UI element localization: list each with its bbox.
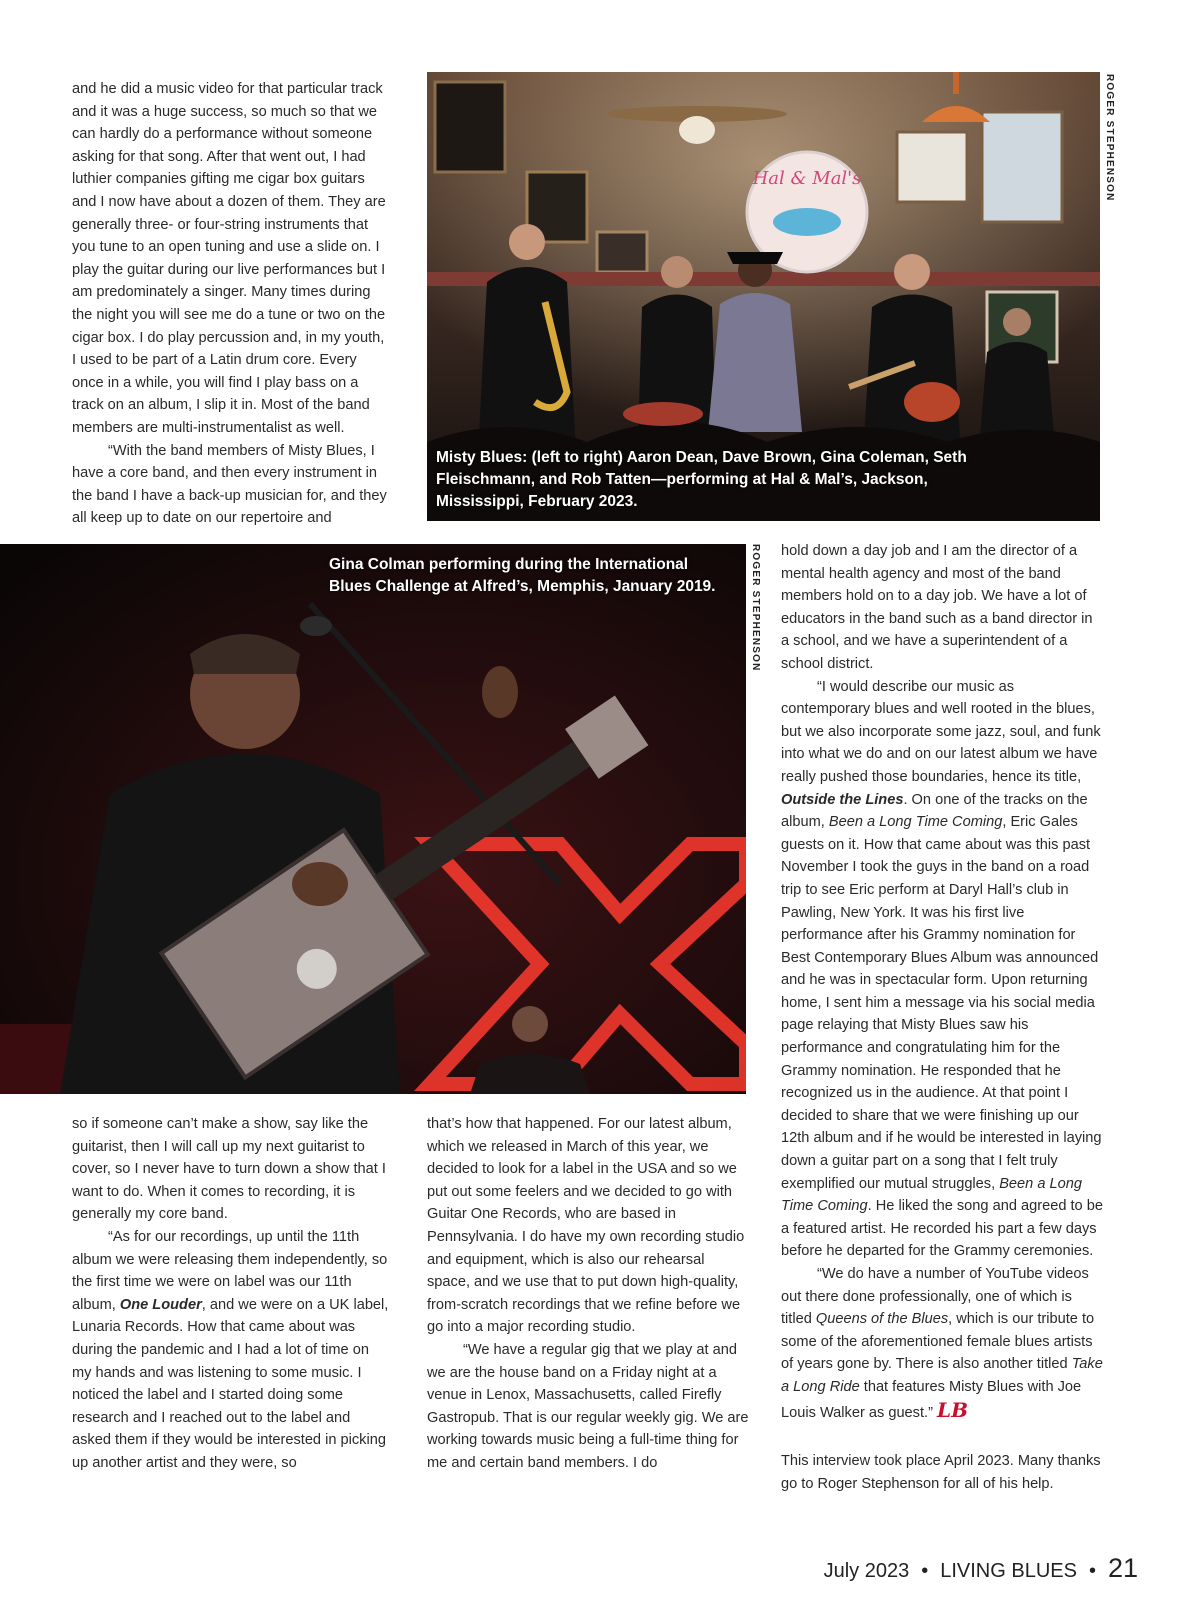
gina-photo-caption: Gina Colman performing during the International Blues Challenge at Alfred’s, Memphis, January 2019. — [329, 556, 716, 595]
text-span: . On one of the tracks on the album, — [781, 791, 1088, 831]
text-span: “We do have a number of YouTube videos out there done professionally, one of which is titled — [781, 1266, 1089, 1328]
column-1-top — [72, 78, 392, 530]
bullet: • — [921, 1560, 929, 1582]
paragraph — [781, 676, 1103, 1263]
column-2-bottom — [427, 1113, 749, 1475]
text-span: “I would describe our music as contemporary blues and well rooted in the blues, but we also incorporate some jazz, soul, and funk into what we do and on our latest album we have really pushed those boundaries, hence its title, — [781, 678, 1101, 785]
issue-date: July 2023 — [823, 1560, 910, 1582]
band-photo-caption: Misty Blues: (left to right) Aaron Dean, Dave Brown, Gina Coleman, Seth Fleischmann, and Rob Tatten—performing at Hal & Mal’s, Jackson, Mississippi, February 2023. — [436, 449, 967, 510]
paragraph: hold down a day job and I am the director of a mental health agency and most of the band members hold on to a day job. We have a lot of educators in the band such as a band director in a school, and we have a superintendent of a school district. — [781, 543, 1093, 672]
page-number: 21 — [1107, 1553, 1138, 1583]
gina-photo — [0, 544, 746, 1094]
paragraph: “With the band members of Misty Blues, I have a core band, and then every instrument in the band I have a back-up musician for, and they all keep up to date on our repertoire and — [72, 442, 387, 527]
living-blues-signoff-logo: LB — [937, 1397, 968, 1422]
album-title-outside-the-lines: Outside the Lines — [781, 791, 904, 808]
paragraph: that’s how that happened. For our latest album, which we released in March of this year, we decided to look for a label in the USA and so we put out some feelers and we decided to go with Guitar One Records, who are based in Pennsylvania. I do have my own recording studio and equipment, which is also our rehearsal space, and we use that to put down high-quality, from-scratch recordings that we refine before we go into a major recording studio. — [427, 1116, 745, 1336]
band-photo — [427, 72, 1100, 521]
video-title: Take a Long Ride — [781, 1356, 1103, 1395]
bullet: • — [1088, 1560, 1096, 1582]
paragraph: so if someone can’t make a show, say like the guitarist, then I will call up my next guitarist to cover, so I never have to turn down a show that I want to do. When it comes to recording, it is generally my core band. — [72, 1116, 386, 1223]
column-1-bottom — [72, 1113, 392, 1475]
text-span: “As for our recordings, up until the 11th album we were releasing them independently, so the first time we were on label was our 11th album, — [72, 1228, 388, 1313]
page-footer — [824, 1553, 1138, 1584]
paragraph: “We have a regular gig that we play at and we are the house band on a Friday night at a venue in Lenox, Massachusetts, called Firefly Gastropub. That is our regular weekly gig. We are working towards music being a full-time thing for me and certain band members. I do — [427, 1341, 749, 1471]
hal-and-mals-sign: Hal & Mal's — [752, 168, 862, 189]
interview-note: This interview took place April 2023. Many thanks go to Roger Stephenson for all of his help. — [781, 1453, 1101, 1492]
paragraph — [781, 1263, 1103, 1424]
paragraph: and he did a music video for that particular track and it was a huge success, so much so that we can hardly do a performance without someone asking for that song. After that went out, I had luthier companies gifting me cigar box guitars and I now have about a dozen of them. They are generally three- or four-string instruments that you tune to an open tuning and use a slide on. I play the guitar during our live performances but I am predominately a singer. Many times during the night you will see me do a tune or two on the cigar box. I do play percussion and, in my youth, I used to be part of a Latin drum core. Every once in a while, you will find I play bass on a track on an album, I slip it in. Most of the band members are multi-instrumentalist as well. — [72, 81, 386, 436]
photo-credit-top: ROGER STEPHENSON — [1104, 74, 1115, 202]
video-title: Queens of the Blues — [815, 1311, 949, 1328]
magazine-name: LIVING BLUES — [940, 1560, 1077, 1582]
column-3 — [781, 540, 1103, 1495]
text-span: , and we were on a UK label, Lunaria Records. How that came about was during the pandemic and I had a lot of time on my hands and was listening to some music. I noticed the label and I started doing some research and I reached out to the label and asked them if they would be interested in picking up another artist and they were, so — [72, 1296, 389, 1471]
text-span: , Eric Gales guests on it. How that came about was this past November I took the guys in the band on a road trip to see Eric perform at Daryl Hall’s club in Pawling, New York. It was his first live performance after his Grammy nomination for Best Contemporary Blues Album was announced and he was in spectacular form. Upon returning home, I sent him a message via his social media page relaying that Misty Blues saw his performance and congratulating him for the Grammy nomination. He responded that he recognized us in the audience. At that point I decided to share that we were finishing up our 12th album and if he would be interested in laying down a guitar part on a song that I felt truly exemplified our mutual struggles, — [781, 814, 1102, 1192]
photo-credit-bottom: ROGER STEPHENSON — [750, 544, 761, 672]
song-title: Been a Long Time Coming — [828, 814, 1003, 831]
gina-photo-illustration — [0, 544, 746, 1094]
text-span: . He liked the song and agreed to be a featured artist. He recorded his part a few days before he departed for the Grammy ceremonies. — [781, 1198, 1103, 1260]
song-title: Been a Long Time Coming — [781, 1175, 1082, 1215]
paragraph — [72, 1226, 392, 1475]
album-title-one-louder: One Louder — [119, 1296, 202, 1313]
text-span: , which is our tribute to some of the aforementioned female blues artists of years gone by. There is also another titled — [781, 1311, 1095, 1373]
text-span: that features Misty Blues with Joe Louis Walker as guest.” — [781, 1378, 1082, 1421]
